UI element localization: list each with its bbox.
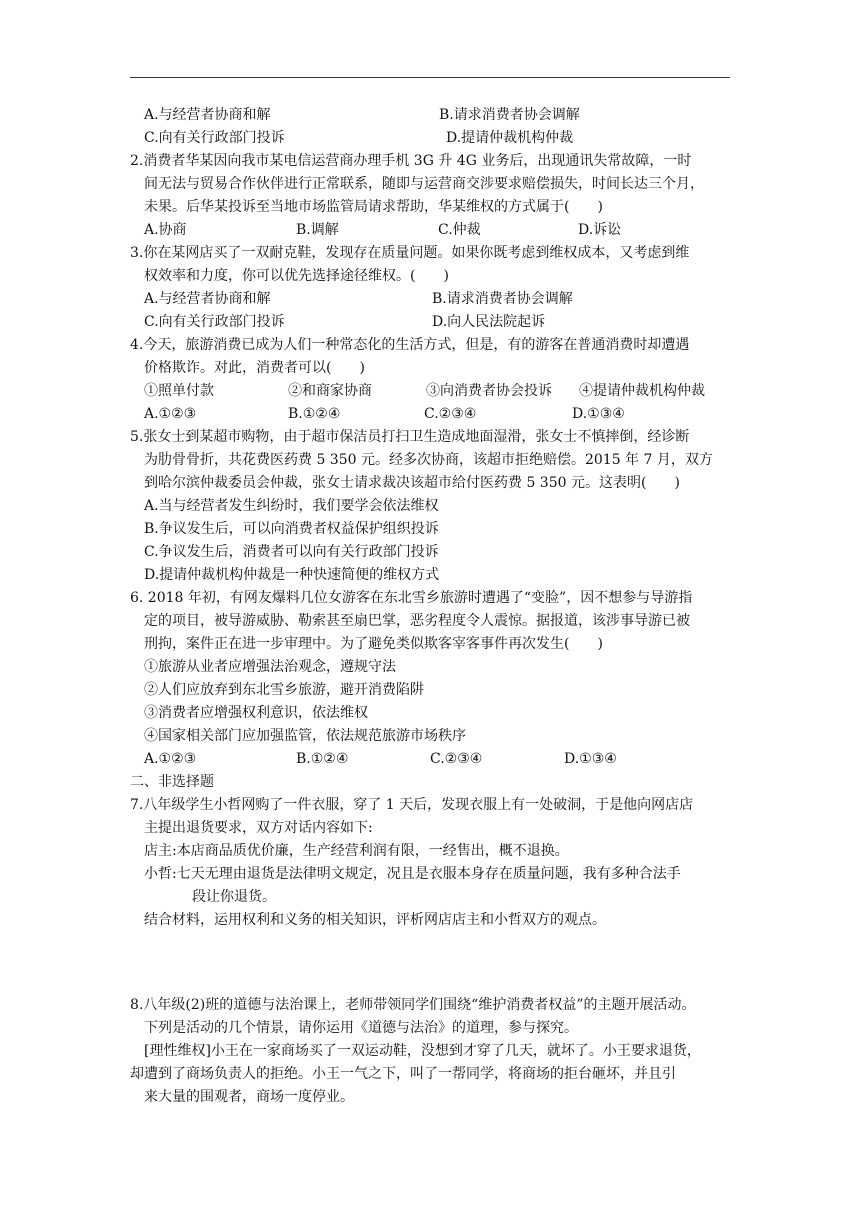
q4-option-d: D.①③④ xyxy=(572,406,625,422)
q5-stem-line: 到哈尔滨仲裁委员会仲裁，张女士请求裁决该超市给付医药费 5 350 元。这表明( ) xyxy=(144,475,680,491)
q2-stem-line: 间无法与贸易合作伙伴进行正常联系，随即与运营商交涉要求赔偿损失，时间长达三个月， xyxy=(144,176,704,192)
q5-option-b: B.争议发生后，可以向消费者权益保护组织投诉 xyxy=(144,521,439,537)
q7-dialogue-owner: 店主:本店商品质优价廉，生产经营利润有限，一经售出，概不退换。 xyxy=(144,843,569,859)
q4-options xyxy=(130,403,742,426)
q4-choice-2: ②和商家协商 xyxy=(288,383,372,399)
q5-option-a: A.当与经营者发生纠纷时，我们要学会依法维权 xyxy=(144,498,439,514)
q5-stem-line: 5.张女士到某超市购物，由于超市保洁员打扫卫生造成地面湿滑，张女士不慎摔倒，经诊断 xyxy=(130,429,690,445)
q6-stem-line: 6. 2018 年初，有网友爆料几位女游客在东北雪乡旅游时遭遇了“变脸”，因不想参与导游指 xyxy=(130,590,693,606)
q3-option-a: A.与经营者协商和解 xyxy=(144,291,271,307)
q6-option-b: B.①②④ xyxy=(296,751,349,767)
q7-stem-line: 主提出退货要求，双方对话内容如下: xyxy=(144,820,373,836)
q1-option-d: D.提请仲裁机构仲裁 xyxy=(446,130,574,146)
q8-scene-line: 来大量的围观者，商场一度停业。 xyxy=(144,1089,354,1105)
header-rule xyxy=(130,77,730,78)
q7-dialogue-xiaozhe: 小哲:七天无理由退货是法律明文规定，况且是衣服本身存在质量问题，我有多种合法手 xyxy=(144,866,681,882)
q4-option-c: C.②③④ xyxy=(424,406,477,422)
q4-stem-line: 4.今天，旅游消费已成为人们一种常态化的生活方式，但是，有的游客在普通消费时却遭遇 xyxy=(130,337,690,353)
q8-stem-line: 8.八年级(2)班的道德与法治课上，老师带领同学们围绕“维护消费者权益”的主题开展活动。 xyxy=(130,997,696,1013)
q3-option-b: B.请求消费者协会调解 xyxy=(432,291,573,307)
q6-choice-4: ④国家相关部门应加强监管，依法规范旅游市场秩序 xyxy=(144,728,466,744)
q3-stem-line: 3.你在某网店买了一双耐克鞋，发现存在质量问题。如果你既考虑到维权成本，又考虑到维 xyxy=(130,245,690,261)
q1-options-row2 xyxy=(130,127,742,150)
q6-stem-line: 刑拘，案件正在进一步审理中。为了避免类似欺客宰客事件再次发生( ) xyxy=(144,636,603,652)
q8-stem-line: 下列是活动的几个情景，请你运用《道德与法治》的道理，参与探究。 xyxy=(144,1020,578,1036)
q3-option-d: D.向人民法院起诉 xyxy=(432,314,546,330)
q4-option-b: B.①②④ xyxy=(288,406,341,422)
q3-options-row2 xyxy=(130,311,742,334)
q3-stem-line: 权效率和力度，你可以优先选择途径维权。( ) xyxy=(144,268,449,284)
q5-option-c: C.争议发生后，消费者可以向有关行政部门投诉 xyxy=(144,544,439,560)
q5-stem-line: 为肋骨骨折，共花费医药费 5 350 元。经多次协商，该超市拒绝赔偿。2015 年 7 月，双方 xyxy=(144,452,713,468)
q1-option-a: A.与经营者协商和解 xyxy=(144,107,271,123)
q5-option-d: D.提请仲裁机构仲裁是一种快速简便的维权方式 xyxy=(144,567,440,583)
answer-space xyxy=(130,932,742,994)
q4-choice-3: ③向消费者协会投诉 xyxy=(426,383,552,399)
q4-stem-line: 价格欺诈。对此，消费者可以( ) xyxy=(144,360,365,376)
q8-scene-line: 却遭到了商场负责人的拒绝。小王一气之下，叫了一帮同学，将商场的拒台砸坏，并且引 xyxy=(130,1066,676,1082)
q3-option-c: C.向有关行政部门投诉 xyxy=(144,314,285,330)
q6-stem-line: 定的项目，被导游威胁、勒索甚至扇巴掌，恶劣程度令人震惊。据报道，该涉事导游已被 xyxy=(144,613,690,629)
q6-choice-1: ①旅游从业者应增强法治观念，遵规守法 xyxy=(144,659,396,675)
q2-option-a: A.协商 xyxy=(144,222,187,238)
q1-options-row1 xyxy=(130,104,742,127)
q4-choice-4: ④提请仲裁机构仲裁 xyxy=(579,383,705,399)
q7-dialogue-xiaozhe-cont: 段让你退货。 xyxy=(192,889,276,905)
q7-task: 结合材料，运用权利和义务的相关知识，评析网店店主和小哲双方的观点。 xyxy=(144,912,606,928)
q2-options xyxy=(130,219,742,242)
q7-stem-line: 7.八年级学生小哲网购了一件衣服，穿了 1 天后，发现衣服上有一处破洞，于是他向网店店 xyxy=(130,797,694,813)
q2-stem-line: 2.消费者华某因向我市某电信运营商办理手机 3G 升 4G 业务后，出现通讯失常故障，一时 xyxy=(130,153,692,169)
q8-scene-line: [理性维权]小王在一家商场买了一双运动鞋，没想到才穿了几天，就坏了。小王要求退货， xyxy=(144,1043,701,1059)
q6-options xyxy=(130,748,742,771)
q6-option-c: C.②③④ xyxy=(430,751,483,767)
q6-choice-3: ③消费者应增强权利意识，依法维权 xyxy=(144,705,368,721)
q4-option-a: A.①②③ xyxy=(144,406,197,422)
q1-option-b: B.请求消费者协会调解 xyxy=(439,107,580,123)
q3-options-row1 xyxy=(130,288,742,311)
q6-option-a: A.①②③ xyxy=(144,751,197,767)
q4-choices xyxy=(130,380,742,403)
q1-option-c: C.向有关行政部门投诉 xyxy=(144,130,285,146)
q6-option-d: D.①③④ xyxy=(564,751,617,767)
q2-option-c: C.仲裁 xyxy=(438,222,481,238)
q2-stem-line: 未果。后华某投诉至当地市场监管局请求帮助，华某维权的方式属于( ) xyxy=(144,199,603,215)
q6-choice-2: ②人们应放弃到东北雪乡旅游，避开消费陷阱 xyxy=(144,682,424,698)
q2-option-b: B.调解 xyxy=(296,222,339,238)
exam-page xyxy=(130,104,742,1109)
q2-option-d: D.诉讼 xyxy=(578,222,622,238)
section-title: 二、非选择题 xyxy=(130,774,214,790)
q4-choice-1: ①照单付款 xyxy=(144,383,214,399)
